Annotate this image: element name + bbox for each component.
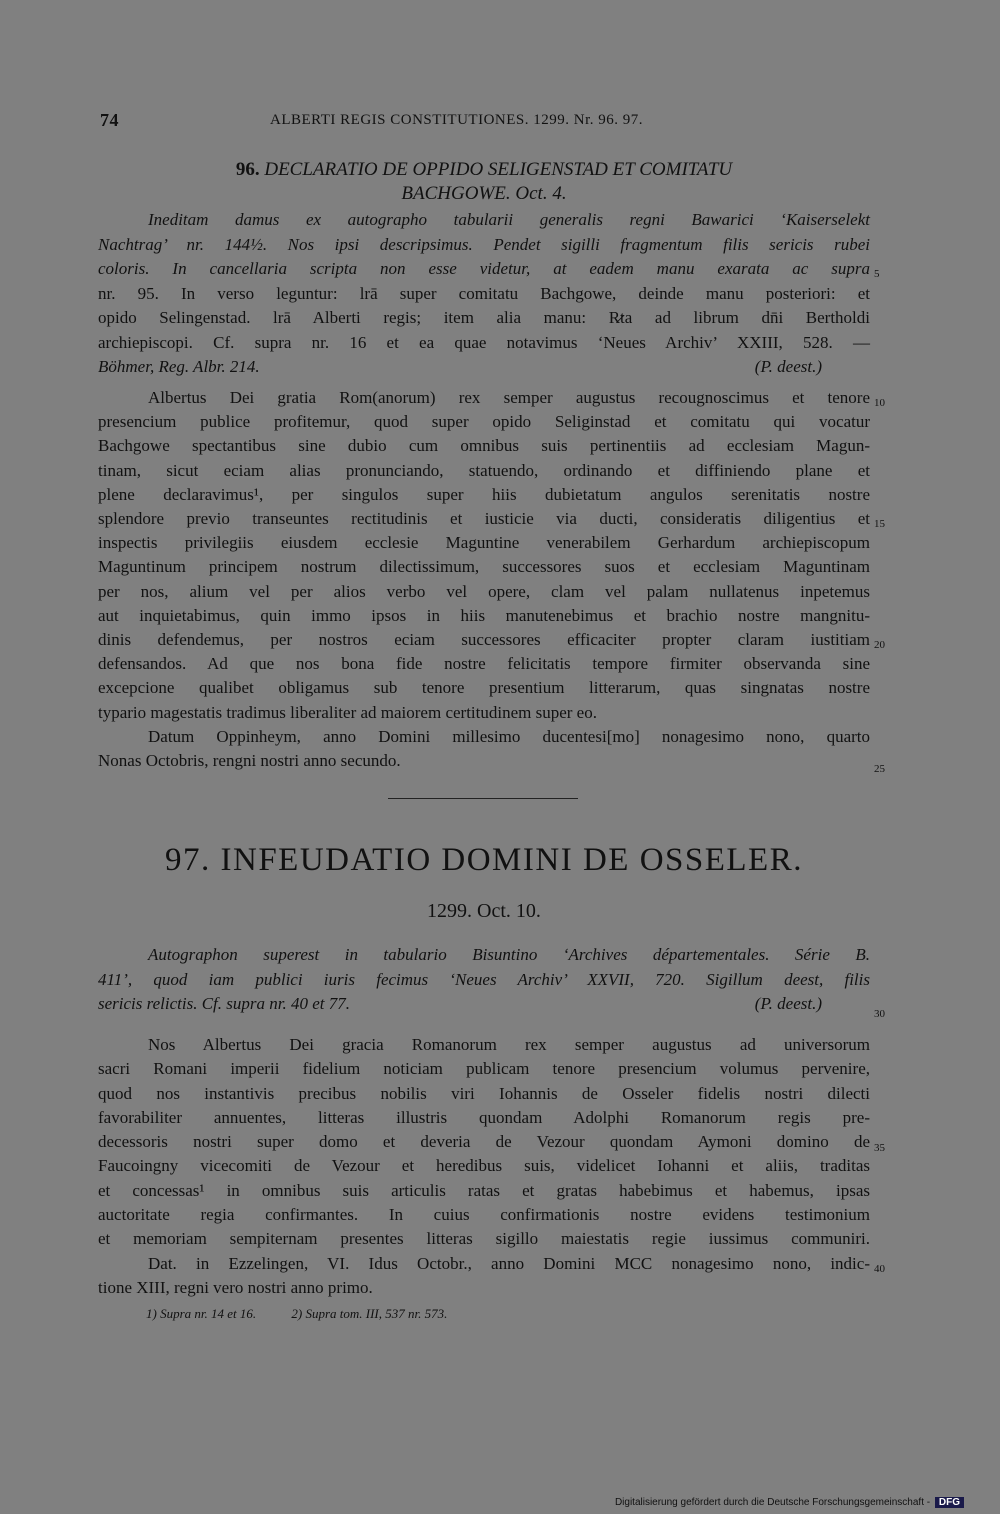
text-line: presencium publice profitemur, quod super opido Seliginstad et comitatu qui vocatur bbox=[98, 412, 870, 432]
note-line: Autographon superest in tabulario Bisuntino ‘Archives départementales. Série B. bbox=[148, 945, 870, 964]
document-96-text bbox=[98, 386, 870, 773]
page-number: 74 bbox=[100, 110, 119, 130]
footnotes bbox=[146, 1306, 866, 1322]
document-96-date: Oct. 4. bbox=[515, 183, 567, 204]
note-line: Ineditam damus ex autographo tabularii generalis regni Bawarici ‘Kaiserselekt bbox=[148, 210, 870, 229]
text-line: et memoriam sempiternam presentes litteras sigillo maiestatis regie iussimus communiri. bbox=[98, 1229, 870, 1249]
text-line: plene declaravimus¹, per singulos super hiis dubietatum angulos serenitatis nostre bbox=[98, 484, 870, 504]
text-line: quod nos instantivis precibus nobilis viri Iohannis de Osseler fidelis nostri dilecti bbox=[98, 1083, 870, 1103]
footnote-2: 2) Supra tom. III, 537 nr. 573. bbox=[291, 1306, 448, 1321]
line-number-20: 20 bbox=[874, 639, 885, 651]
note-line: nr. 95. In verso leguntur: lrā super comitatu Bachgowe, deinde manu posteriori: et bbox=[98, 283, 870, 303]
text-line: Albertus Dei gratia Rom(anorum) rex semper augustus recougnoscimus et tenore bbox=[148, 388, 870, 407]
note-line: Nachtrag’ nr. 144½. Nos ipsi descripsimus. Pendet sigilli fragmentum filis sericis rubei bbox=[98, 234, 870, 254]
document-96-editorial-notes bbox=[98, 208, 870, 380]
dfg-logo: DFG bbox=[935, 1497, 964, 1508]
line-number-40: 40 bbox=[874, 1263, 885, 1275]
text-line: auctoritate regia confirmantes. In cuius confirmationis nostre evidens testimonium bbox=[98, 1205, 870, 1225]
note-pdeest: (P. deest.) bbox=[754, 994, 822, 1013]
credit-text: Digitalisierung gefördert durch die Deutsche Forschungsgemeinschaft - bbox=[614, 1497, 931, 1508]
note-reference: sericis relictis. Cf. supra nr. 40 et 77. bbox=[98, 994, 351, 1013]
digitization-credit bbox=[615, 1497, 964, 1508]
running-head-title: ALBERTI REGIS CONSTITUTIONES. 1299. Nr. 96. 97. bbox=[270, 112, 644, 128]
footnote-1: 1) Supra nr. 14 et 16. bbox=[146, 1306, 257, 1321]
note-line-last bbox=[98, 355, 870, 380]
note-line: opido Selingenstad. lrā Alberti regis; item alia manu: R̷ta ad librum dn̄i Bertholdi bbox=[98, 308, 870, 327]
dat-line: Dat. in Ezzelingen, VI. Idus Octobr., anno Domini MCC nonagesimo nono, indic- bbox=[148, 1253, 870, 1273]
line-number-10: 10 bbox=[874, 397, 885, 409]
line-number-15: 15 bbox=[874, 518, 885, 530]
note-reference: Böhmer, Reg. Albr. 214. bbox=[98, 357, 260, 376]
text-line: sacri Romani imperii fidelium noticiam publicam tenore presencium volumus pervenire, bbox=[98, 1059, 870, 1079]
text-line: decessoris nostri super domo et deveria de Vezour quondam Aymoni domino de bbox=[98, 1132, 870, 1152]
note-pdeest: (P. deest.) bbox=[754, 357, 822, 376]
document-96-title-line-1: DECLARATIO DE OPPIDO SELIGENSTAD ET COMITATU bbox=[264, 159, 733, 180]
text-line: Nos Albertus Dei gracia Romanorum rex semper augustus ad universorum bbox=[148, 1035, 870, 1054]
text-line: dinis defendemus, per nostros eciam successores efficaciter propter claram iustitiam bbox=[98, 630, 870, 650]
document-97-title: 97. INFEUDATIO DOMINI DE OSSELER. bbox=[165, 842, 803, 878]
document-97-date: 1299. Oct. 10. bbox=[427, 900, 541, 922]
line-number-25: 25 bbox=[874, 763, 885, 775]
text-line: per nos, alium vel per alios verbo vel opere, clam vel palam nullatenus inpetemus bbox=[98, 581, 870, 601]
note-line: 411’, quod iam publici iuris fecimus ‘Neues Archiv’ XXVII, 720. Sigillum deest, filis bbox=[98, 969, 870, 989]
line-number-35: 35 bbox=[874, 1142, 885, 1154]
document-96-number: 96. bbox=[235, 159, 260, 180]
document-97-text bbox=[98, 1033, 870, 1300]
text-line: inspectis privilegiis eiusdem ecclesie Maguntine venerabilem Gerhardum archiepiscopum bbox=[98, 533, 870, 553]
text-line: tinam, sicut eciam alias pronunciando, statuendo, ordinando et diffiniendo plane et bbox=[98, 460, 870, 480]
line-number-5: 5 bbox=[874, 268, 880, 280]
section-divider bbox=[388, 798, 578, 799]
text-line: favorabiliter annuentes, litteras illustris quondam Adolphi Romanorum regis pre- bbox=[98, 1107, 870, 1127]
document-96-heading bbox=[98, 158, 870, 206]
text-line: excepcione qualibet obligamus sub tenore presentium litterarum, quas singnatas nostre bbox=[98, 678, 870, 698]
document-97-editorial-notes bbox=[98, 943, 870, 1017]
text-line: Maguntinum principem nostrum dilectissimum, successores suos et ecclesiam Maguntinam bbox=[98, 557, 870, 577]
datum-line: Datum Oppinheym, anno Domini millesimo ducentesi[mo] nonagesimo nono, quarto bbox=[148, 726, 870, 746]
note-line: archiepiscopi. Cf. supra nr. 16 et ea quae notavimus ‘Neues Archiv’ XXIII, 528. — bbox=[98, 332, 870, 352]
dat-line: tione XIII, regni vero nostri anno primo. bbox=[98, 1277, 373, 1297]
text-line: et concessas¹ in omnibus suis articulis ratas et gratas habebimus et habemus, ipsas bbox=[98, 1180, 870, 1200]
text-line: aut inquietabimus, quin immo ipsos in hiis manutenebimus et brachio nostre mangnitu- bbox=[98, 605, 870, 625]
document-96-title-line-2: BACHGOWE. bbox=[401, 183, 511, 204]
text-line: Bachgowe spectantibus sine dubio cum omnibus suis pertinentiis ad ecclesiam Magun- bbox=[98, 436, 870, 456]
running-head bbox=[98, 110, 870, 134]
datum-line: Nonas Octobris, rengni nostri anno secundo. bbox=[98, 751, 401, 771]
text-line: splendore previo transeuntes rectitudinis et iusticie via ducti, consideratis diligentius et bbox=[98, 509, 870, 529]
note-line: coloris. In cancellaria scripta non esse videtur, at eadem manu exarata ac supra bbox=[98, 259, 870, 278]
text-line: Faucoingny vicecomiti de Vezour et heredibus suis, videlicet Iohanni et aliis, traditas bbox=[98, 1156, 870, 1176]
note-line-last bbox=[98, 992, 870, 1017]
text-line: defensandos. Ad que nos bona fide nostre felicitatis tempore firmiter observanda sine bbox=[98, 654, 870, 674]
line-number-30: 30 bbox=[874, 1008, 885, 1020]
text-line: typario magestatis tradimus liberaliter ad maiorem certitudinem super eo. bbox=[98, 702, 597, 722]
